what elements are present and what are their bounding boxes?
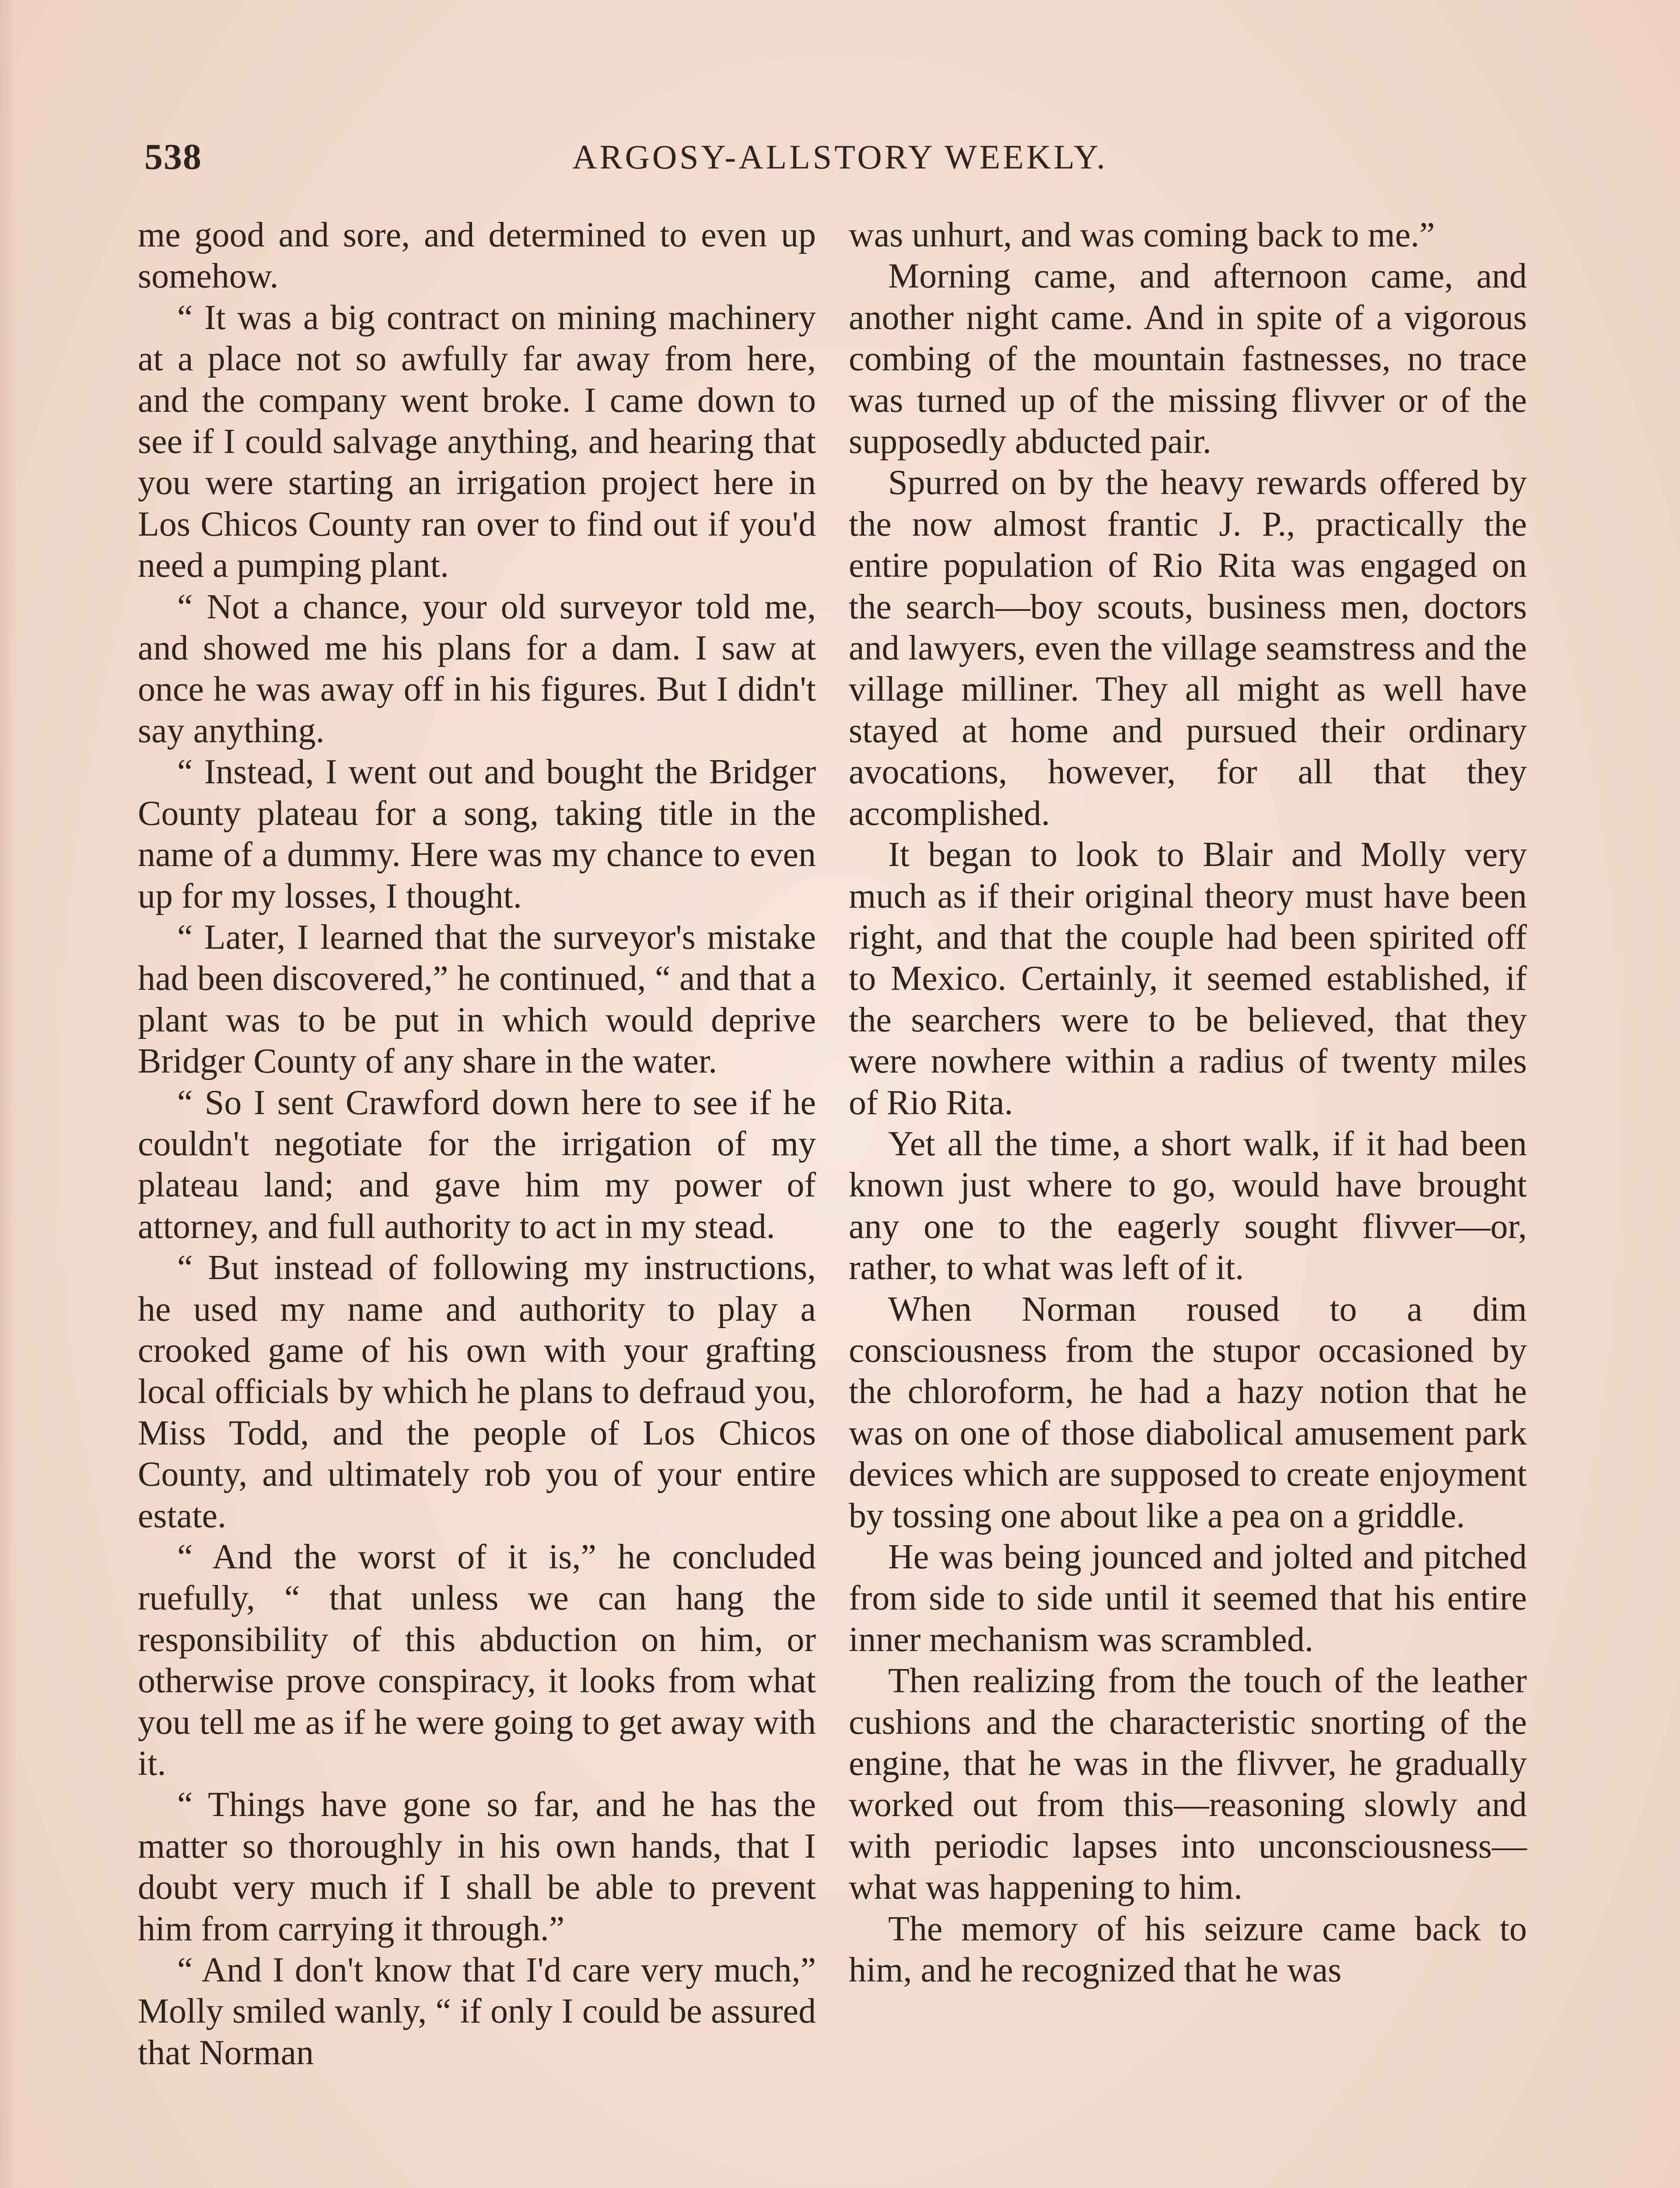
paragraph: “ It was a big contract on mining machinery at a place not so awfully far away from here, and the company went broke. I came down to see if I could salvage anything, and hearing that you were starting an irrigation project here in Los Chicos County ran over to find out if you'd need a pumping plant. — [138, 298, 816, 585]
left-column — [138, 214, 816, 2073]
paragraph: The memory of his seizure came back to him, and he recognized that he was — [849, 1909, 1527, 1990]
paragraph: It began to look to Blair and Molly very much as if their original theory must have been right, and that the couple had been spirited off to Mexico. Certainly, it seemed established, if the searchers were to be believed, that they were nowhere within a radius of twenty miles of Rio Rita. — [849, 835, 1527, 1122]
page-number: 538 — [144, 137, 202, 177]
paragraph: “ Things have gone so far, and he has the matter so thoroughly in his own hands, that I doubt very much if I shall be able to prevent him from carrying it through.” — [138, 1785, 816, 1948]
paragraph: Morning came, and afternoon came, and another night came. And in spite of a vigorous combing of the mountain fastnesses, no trace was turned up of the missing flivver or of the supposedly abducted pair. — [849, 257, 1527, 461]
right-column — [849, 214, 1527, 1991]
paragraph: When Norman roused to a dim consciousness from the stupor occasioned by the chloroform, he had a hazy notion that he was on one of those diabolical amusement park devices which are supposed to create enjoyment by tossing one about like a pea on a griddle. — [849, 1290, 1527, 1535]
paragraph: “ And I don't know that I'd care very much,” Molly smiled wanly, “ if only I could be assured that Norman — [138, 1951, 816, 2072]
page-edge-shadow — [0, 0, 18, 2188]
running-title: ARGOSY-ALLSTORY WEEKLY. — [572, 138, 1108, 176]
paragraph: “ And the worst of it is,” he concluded ruefully, “ that unless we can hang the responsibility of this abduction on him, or otherwise prove conspiracy, it looks from what you tell me as if he were going to get away with it. — [138, 1538, 816, 1783]
paragraph: Spurred on by the heavy rewards offered by the now almost frantic J. P., practically the entire population of Rio Rita was engaged on the search—boy scouts, business men, doctors and lawyers, even the village seamstress and the village milliner. They all might as well have stayed at home and pursued their ordinary avocations, however, for all that they accomplished. — [849, 463, 1527, 833]
paragraph: was unhurt, and was coming back to me.” — [849, 216, 1435, 254]
paragraph: me good and sore, and determined to even up somehow. — [138, 216, 816, 296]
paragraph: “ But instead of following my instructions, he used my name and authority to play a crooked game of his own with your grafting local officials by which he plans to defraud you, Miss Todd, and the people of Los Chicos County, and ultimately rob you of your entire estate. — [138, 1248, 816, 1535]
paragraph: “ So I sent Crawford down here to see if he couldn't negotiate for the irrigation of my plateau land; and gave him my power of attorney, and full authority to act in my stead. — [138, 1083, 816, 1246]
paragraph: Yet all the time, a short walk, if it had been known just where to go, would have brought any one to the eagerly sought flivver—or, rather, to what was left of it. — [849, 1124, 1527, 1287]
paragraph: “ Not a chance, your old surveyor told me, and showed me his plans for a dam. I saw at once he was away off in his figures. But I didn't say anything. — [138, 587, 816, 750]
paragraph: Then realizing from the touch of the leather cushions and the characteristic snorting of the engine, that he was in the flivver, he gradually worked out from this—reasoning slowly and with periodic lapses into unconsciousness—what was happening to him. — [849, 1662, 1527, 1907]
paragraph: He was being jounced and jolted and pitched from side to side until it seemed that his entire inner mechanism was scrambled. — [849, 1538, 1527, 1659]
paragraph: “ Later, I learned that the surveyor's mistake had been discovered,” he continued, “ and that a plant was to be put in which would deprive Bridger County of any share in the water. — [138, 918, 816, 1081]
paragraph: “ Instead, I went out and bought the Bridger County plateau for a song, taking title in the name of a dummy. Here was my chance to even up for my losses, I thought. — [138, 753, 816, 915]
page-header — [144, 136, 1536, 184]
